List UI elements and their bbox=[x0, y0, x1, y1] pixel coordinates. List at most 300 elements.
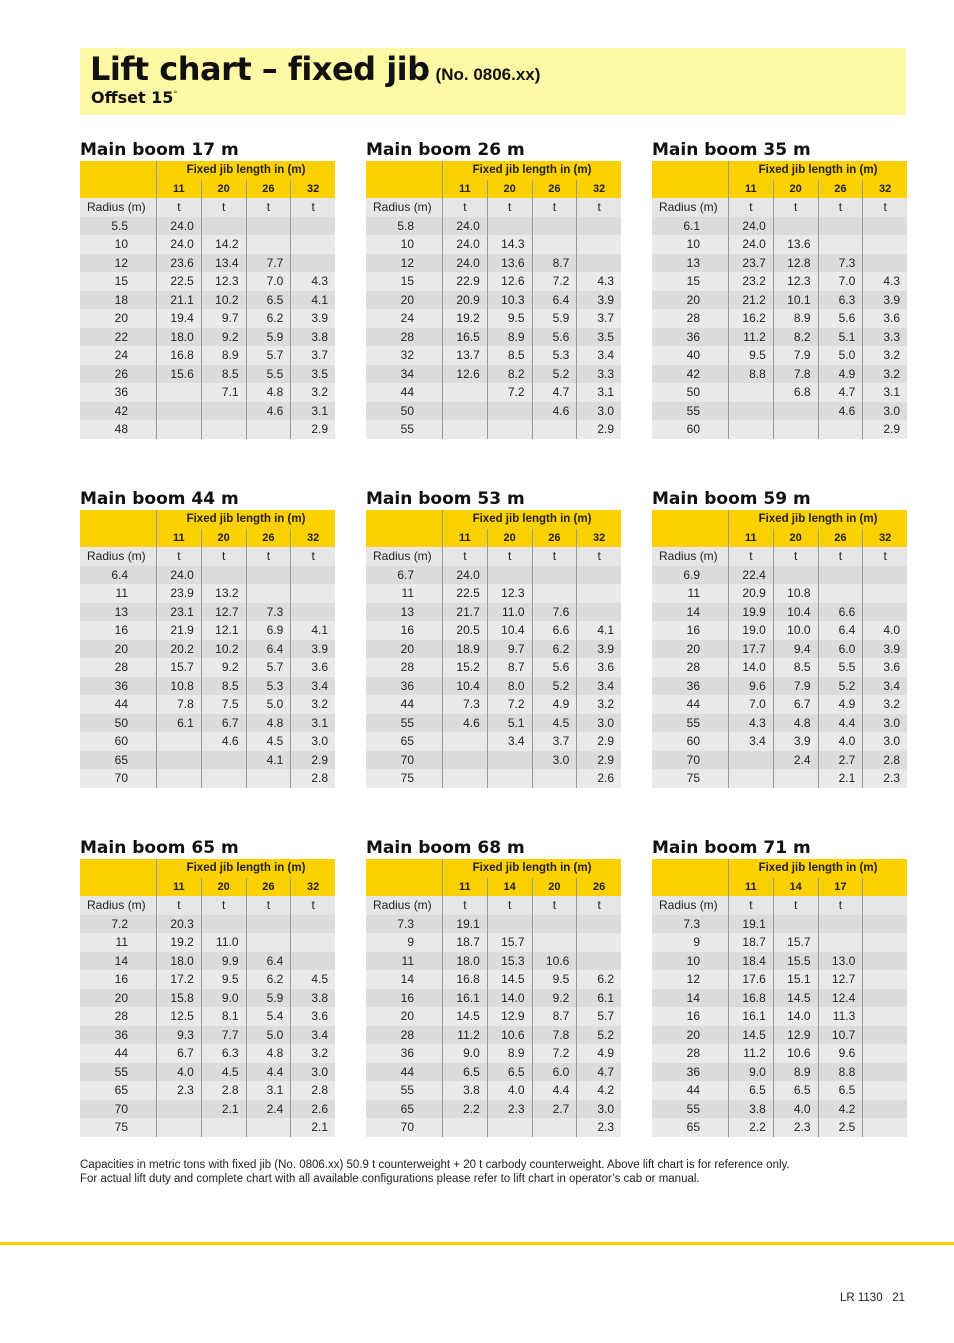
capacity-cell bbox=[442, 751, 487, 770]
capacity-cell: 8.5 bbox=[487, 346, 532, 365]
capacity-cell: 5.1 bbox=[487, 714, 532, 733]
capacity-cell: 6.5 bbox=[487, 1063, 532, 1082]
capacity-cell: 3.0 bbox=[862, 714, 907, 733]
radius-cell: 28 bbox=[114, 1009, 128, 1023]
capacity-cell: 8.8 bbox=[728, 365, 773, 384]
header-blank bbox=[366, 529, 442, 548]
jib-length: 20 bbox=[201, 878, 246, 897]
capacity-cell: 3.1 bbox=[862, 383, 907, 402]
capacity-cell: 12.6 bbox=[487, 272, 532, 291]
capacity-cell: 10.6 bbox=[773, 1044, 818, 1063]
capacity-cell bbox=[290, 566, 335, 585]
capacity-cell: 3.2 bbox=[862, 365, 907, 384]
capacity-cell bbox=[728, 751, 773, 770]
lift-table bbox=[652, 138, 907, 439]
capacity-cell: 3.1 bbox=[290, 714, 335, 733]
table-row bbox=[80, 714, 335, 733]
jib-length: 11 bbox=[442, 529, 487, 548]
radius-cell: 60 bbox=[114, 734, 128, 748]
header-blank bbox=[80, 878, 156, 897]
capacity-cell: 20.9 bbox=[442, 291, 487, 310]
radius-cell: 20 bbox=[114, 641, 128, 656]
table-title: Main boom 59 m bbox=[652, 489, 811, 509]
capacity-cell bbox=[862, 989, 907, 1008]
capacity-cell: 5.5 bbox=[818, 658, 863, 677]
page-footer bbox=[840, 1292, 905, 1304]
jib-length: 26 bbox=[532, 529, 577, 548]
unit-label: t bbox=[818, 896, 863, 915]
capacity-cell bbox=[487, 769, 532, 788]
jib-length: 32 bbox=[862, 180, 907, 199]
capacity-cell bbox=[862, 970, 907, 989]
radius-cell: 28 bbox=[114, 660, 128, 674]
radius-cell: 28 bbox=[686, 311, 700, 325]
table-row bbox=[80, 603, 335, 622]
capacity-cell: 2.5 bbox=[818, 1118, 863, 1137]
table-row bbox=[366, 346, 621, 365]
header-blank bbox=[652, 161, 728, 180]
capacity-cell: 4.5 bbox=[290, 970, 335, 989]
radius-cell: 65 bbox=[400, 1101, 414, 1116]
capacity-cell: 15.7 bbox=[773, 933, 818, 952]
table-row bbox=[366, 420, 621, 439]
capacity-cell bbox=[818, 217, 863, 236]
capacity-cell: 9.6 bbox=[818, 1044, 863, 1063]
capacity-cell: 2.7 bbox=[532, 1100, 577, 1119]
capacity-cell bbox=[728, 769, 773, 788]
jib-length: 11 bbox=[156, 180, 201, 199]
capacity-cell: 18.7 bbox=[442, 933, 487, 952]
table-row bbox=[366, 621, 621, 640]
capacity-cell: 2.9 bbox=[576, 732, 621, 751]
radius-cell: 6.7 bbox=[397, 567, 414, 582]
table-grid bbox=[652, 161, 907, 439]
capacity-cell: 12.7 bbox=[818, 970, 863, 989]
radius-cell: 28 bbox=[400, 1027, 414, 1042]
capacity-cell: 4.8 bbox=[246, 714, 291, 733]
capacity-cell: 15.7 bbox=[487, 933, 532, 952]
unit-label: t bbox=[728, 198, 773, 217]
capacity-cell: 3.7 bbox=[290, 346, 335, 365]
capacity-cell: 14.0 bbox=[773, 1007, 818, 1026]
table-row bbox=[652, 1026, 907, 1045]
jib-header: Fixed jib length in (m) bbox=[442, 510, 621, 529]
capacity-cell: 7.2 bbox=[532, 272, 577, 291]
radius-cell: 13 bbox=[686, 255, 700, 270]
capacity-cell: 4.3 bbox=[576, 272, 621, 291]
capacity-cell: 3.2 bbox=[290, 695, 335, 714]
table-row bbox=[366, 383, 621, 402]
capacity-cell: 6.5 bbox=[728, 1081, 773, 1100]
capacity-cell bbox=[862, 235, 907, 254]
capacity-cell: 20.2 bbox=[156, 640, 201, 659]
capacity-cell bbox=[290, 584, 335, 603]
capacity-cell: 4.6 bbox=[201, 732, 246, 751]
capacity-cell: 19.9 bbox=[728, 603, 773, 622]
capacity-cell: 2.8 bbox=[201, 1081, 246, 1100]
header-blank bbox=[366, 161, 442, 180]
capacity-cell bbox=[156, 751, 201, 770]
capacity-cell bbox=[862, 933, 907, 952]
capacity-cell: 6.4 bbox=[246, 640, 291, 659]
radius-cell: 50 bbox=[686, 385, 700, 399]
capacity-cell bbox=[246, 235, 291, 254]
table-grid bbox=[80, 859, 335, 1137]
capacity-cell: 10.7 bbox=[818, 1026, 863, 1045]
capacity-cell bbox=[156, 1118, 201, 1137]
footnote-line-2: For actual lift duty and complete chart with all available configurations please refer to lift chart in operator’s cab or manual. bbox=[80, 1173, 700, 1185]
capacity-cell: 12.3 bbox=[487, 584, 532, 603]
capacity-cell: 7.1 bbox=[201, 383, 246, 402]
capacity-cell bbox=[862, 1007, 907, 1026]
table-row bbox=[652, 952, 907, 971]
table-row bbox=[366, 1026, 621, 1045]
radius-cell: 55 bbox=[400, 715, 414, 730]
capacity-cell: 4.6 bbox=[246, 402, 291, 421]
jib-header-row bbox=[652, 859, 907, 878]
radius-cell: 16 bbox=[686, 1009, 700, 1023]
capacity-cell: 10.3 bbox=[487, 291, 532, 310]
capacity-cell bbox=[442, 769, 487, 788]
capacity-cell: 6.1 bbox=[156, 714, 201, 733]
capacity-cell: 4.1 bbox=[290, 621, 335, 640]
capacity-cell: 21.7 bbox=[442, 603, 487, 622]
radius-cell: 55 bbox=[686, 1101, 700, 1116]
capacity-cell bbox=[773, 915, 818, 934]
capacity-cell: 2.8 bbox=[290, 1081, 335, 1100]
capacity-cell: 8.5 bbox=[773, 658, 818, 677]
capacity-cell: 2.9 bbox=[862, 420, 907, 439]
capacity-cell: 2.1 bbox=[201, 1100, 246, 1119]
radius-cell: 5.5 bbox=[111, 218, 128, 233]
header-blank bbox=[366, 510, 442, 529]
capacity-cell bbox=[156, 402, 201, 421]
radius-cell: 42 bbox=[686, 366, 700, 381]
table-row bbox=[652, 365, 907, 384]
capacity-cell: 2.9 bbox=[290, 420, 335, 439]
table-grid bbox=[80, 161, 335, 439]
table-row bbox=[652, 1044, 907, 1063]
table-row bbox=[80, 420, 335, 439]
capacity-cell: 7.0 bbox=[246, 272, 291, 291]
capacity-cell: 13.6 bbox=[487, 254, 532, 273]
capacity-cell: 15.7 bbox=[156, 658, 201, 677]
radius-label: Radius (m) bbox=[373, 549, 432, 563]
table-row bbox=[366, 1063, 621, 1082]
table-row bbox=[366, 915, 621, 934]
capacity-cell: 11.2 bbox=[728, 328, 773, 347]
capacity-cell: 4.6 bbox=[818, 402, 863, 421]
capacity-cell bbox=[862, 1081, 907, 1100]
capacity-cell: 21.9 bbox=[156, 621, 201, 640]
capacity-cell bbox=[862, 1100, 907, 1119]
radius-cell: 10 bbox=[114, 237, 128, 251]
capacity-cell: 9.9 bbox=[201, 952, 246, 971]
capacity-cell bbox=[246, 769, 291, 788]
capacity-cell: 7.3 bbox=[442, 695, 487, 714]
capacity-cell: 14.0 bbox=[487, 989, 532, 1008]
table-row bbox=[80, 695, 335, 714]
radius-label: Radius (m) bbox=[659, 898, 718, 912]
capacity-cell: 22.4 bbox=[728, 566, 773, 585]
table-grid bbox=[652, 510, 907, 788]
table-row bbox=[80, 658, 335, 677]
header-blank bbox=[80, 510, 156, 529]
capacity-cell bbox=[576, 254, 621, 273]
capacity-cell bbox=[576, 235, 621, 254]
radius-cell: 70 bbox=[400, 752, 414, 767]
capacity-cell: 7.0 bbox=[818, 272, 863, 291]
capacity-cell bbox=[532, 566, 577, 585]
jib-length: 20 bbox=[201, 529, 246, 548]
capacity-cell: 3.9 bbox=[290, 640, 335, 659]
jib-length: 14 bbox=[773, 878, 818, 897]
capacity-cell bbox=[290, 254, 335, 273]
capacity-cell: 6.5 bbox=[773, 1081, 818, 1100]
capacity-cell bbox=[442, 420, 487, 439]
capacity-cell: 21.1 bbox=[156, 291, 201, 310]
table-row bbox=[652, 254, 907, 273]
capacity-cell: 2.7 bbox=[818, 751, 863, 770]
unit-label: t bbox=[201, 547, 246, 566]
capacity-cell: 19.2 bbox=[442, 309, 487, 328]
table-row bbox=[80, 1007, 335, 1026]
table-row bbox=[366, 695, 621, 714]
capacity-cell bbox=[773, 769, 818, 788]
radius-cell: 36 bbox=[114, 1027, 128, 1042]
table-row bbox=[80, 1063, 335, 1082]
capacity-cell: 16.2 bbox=[728, 309, 773, 328]
capacity-cell bbox=[201, 769, 246, 788]
capacity-cell: 6.3 bbox=[201, 1044, 246, 1063]
capacity-cell: 7.8 bbox=[773, 365, 818, 384]
capacity-cell bbox=[532, 217, 577, 236]
capacity-cell: 10.0 bbox=[773, 621, 818, 640]
table-row bbox=[366, 989, 621, 1008]
jib-length: 20 bbox=[201, 180, 246, 199]
jib-length: 26 bbox=[246, 529, 291, 548]
capacity-cell: 21.2 bbox=[728, 291, 773, 310]
table-row bbox=[366, 584, 621, 603]
table-row bbox=[652, 328, 907, 347]
capacity-cell: 6.9 bbox=[246, 621, 291, 640]
capacity-cell: 18.0 bbox=[156, 328, 201, 347]
jib-length-row bbox=[80, 180, 335, 199]
capacity-cell bbox=[862, 254, 907, 273]
radius-cell: 14 bbox=[400, 972, 414, 986]
capacity-cell: 7.2 bbox=[487, 695, 532, 714]
jib-header: Fixed jib length in (m) bbox=[156, 161, 335, 180]
lift-table bbox=[366, 836, 621, 1137]
unit-label: t bbox=[576, 896, 621, 915]
radius-cell: 16 bbox=[114, 623, 128, 637]
capacity-cell: 2.4 bbox=[773, 751, 818, 770]
capacity-cell: 24.0 bbox=[156, 217, 201, 236]
jib-header: Fixed jib length in (m) bbox=[728, 859, 907, 878]
capacity-cell: 4.2 bbox=[576, 1081, 621, 1100]
capacity-cell: 9.4 bbox=[773, 640, 818, 659]
capacity-cell: 3.4 bbox=[862, 677, 907, 696]
capacity-cell bbox=[818, 235, 863, 254]
capacity-cell: 5.1 bbox=[818, 328, 863, 347]
radius-cell: 75 bbox=[114, 1120, 128, 1134]
jib-length: 11 bbox=[442, 180, 487, 199]
capacity-cell: 12.9 bbox=[487, 1007, 532, 1026]
capacity-cell: 2.2 bbox=[728, 1118, 773, 1137]
unit-row bbox=[652, 896, 907, 915]
unit-label: t bbox=[442, 896, 487, 915]
table-title: Main boom 26 m bbox=[366, 140, 525, 160]
capacity-cell bbox=[246, 933, 291, 952]
radius-cell: 48 bbox=[114, 422, 128, 436]
radius-cell: 50 bbox=[400, 403, 414, 418]
capacity-cell bbox=[862, 584, 907, 603]
capacity-cell: 24.0 bbox=[728, 217, 773, 236]
capacity-cell: 4.4 bbox=[818, 714, 863, 733]
table-grid bbox=[366, 161, 621, 439]
radius-cell: 6.1 bbox=[683, 218, 700, 233]
unit-label: t bbox=[246, 896, 291, 915]
capacity-cell bbox=[487, 751, 532, 770]
capacity-cell: 12.4 bbox=[818, 989, 863, 1008]
radius-cell: 11 bbox=[115, 586, 128, 600]
unit-row bbox=[652, 547, 907, 566]
capacity-cell bbox=[201, 566, 246, 585]
jib-header: Fixed jib length in (m) bbox=[442, 161, 621, 180]
jib-header: Fixed jib length in (m) bbox=[442, 859, 621, 878]
radius-cell: 26 bbox=[114, 366, 128, 381]
capacity-cell: 11.0 bbox=[487, 603, 532, 622]
capacity-cell bbox=[487, 915, 532, 934]
radius-cell: 18 bbox=[114, 292, 128, 307]
lift-table bbox=[652, 487, 907, 788]
jib-header-row bbox=[80, 510, 335, 529]
capacity-cell: 6.6 bbox=[532, 621, 577, 640]
radius-cell: 60 bbox=[686, 734, 700, 748]
capacity-cell bbox=[862, 1118, 907, 1137]
capacity-cell: 22.9 bbox=[442, 272, 487, 291]
capacity-cell: 5.6 bbox=[532, 328, 577, 347]
radius-label: Radius (m) bbox=[87, 549, 146, 563]
capacity-cell: 8.9 bbox=[487, 1044, 532, 1063]
capacity-cell: 8.7 bbox=[532, 1007, 577, 1026]
capacity-cell: 19.2 bbox=[156, 933, 201, 952]
capacity-cell: 5.0 bbox=[246, 695, 291, 714]
capacity-cell: 9.7 bbox=[487, 640, 532, 659]
capacity-cell: 5.2 bbox=[576, 1026, 621, 1045]
capacity-cell: 3.2 bbox=[290, 1044, 335, 1063]
capacity-cell: 20.5 bbox=[442, 621, 487, 640]
capacity-cell: 4.1 bbox=[246, 751, 291, 770]
unit-label: t bbox=[862, 198, 907, 217]
radius-cell: 16 bbox=[686, 623, 700, 637]
capacity-cell: 3.9 bbox=[290, 309, 335, 328]
table-row bbox=[80, 621, 335, 640]
capacity-cell bbox=[442, 1118, 487, 1137]
jib-length-row bbox=[652, 878, 907, 897]
capacity-cell: 6.2 bbox=[246, 309, 291, 328]
capacity-cell: 3.9 bbox=[862, 640, 907, 659]
capacity-cell: 4.1 bbox=[290, 291, 335, 310]
capacity-cell: 18.4 bbox=[728, 952, 773, 971]
capacity-cell: 6.4 bbox=[246, 952, 291, 971]
capacity-cell bbox=[576, 584, 621, 603]
capacity-cell: 5.6 bbox=[818, 309, 863, 328]
capacity-cell bbox=[201, 420, 246, 439]
capacity-cell: 2.1 bbox=[290, 1118, 335, 1137]
radius-cell: 20 bbox=[400, 641, 414, 656]
capacity-cell: 12.1 bbox=[201, 621, 246, 640]
capacity-cell: 4.4 bbox=[246, 1063, 291, 1082]
table-grid bbox=[652, 859, 907, 1137]
capacity-cell: 5.7 bbox=[576, 1007, 621, 1026]
capacity-cell: 9.5 bbox=[487, 309, 532, 328]
lift-table bbox=[652, 836, 907, 1137]
capacity-cell: 10.4 bbox=[442, 677, 487, 696]
capacity-cell: 4.9 bbox=[532, 695, 577, 714]
radius-cell: 70 bbox=[686, 752, 700, 767]
jib-length-row bbox=[652, 180, 907, 199]
capacity-cell: 8.2 bbox=[773, 328, 818, 347]
table-row bbox=[652, 420, 907, 439]
capacity-cell: 24.0 bbox=[442, 566, 487, 585]
capacity-cell: 24.0 bbox=[156, 235, 201, 254]
capacity-cell: 24.0 bbox=[442, 235, 487, 254]
jib-length: 20 bbox=[773, 180, 818, 199]
capacity-cell bbox=[532, 769, 577, 788]
capacity-cell: 3.4 bbox=[487, 732, 532, 751]
table-grid bbox=[366, 510, 621, 788]
table-row bbox=[80, 915, 335, 934]
table-row bbox=[80, 217, 335, 236]
degree-sign: ° bbox=[173, 89, 178, 99]
header-blank bbox=[80, 859, 156, 878]
table-row bbox=[652, 640, 907, 659]
radius-cell: 20 bbox=[400, 292, 414, 307]
header-blank bbox=[652, 878, 728, 897]
capacity-cell: 3.2 bbox=[290, 383, 335, 402]
table-row bbox=[80, 970, 335, 989]
capacity-cell: 14.5 bbox=[442, 1007, 487, 1026]
radius-cell: 11 bbox=[401, 586, 414, 600]
capacity-cell bbox=[862, 217, 907, 236]
capacity-cell: 23.6 bbox=[156, 254, 201, 273]
unit-label: t bbox=[201, 896, 246, 915]
table-row bbox=[80, 291, 335, 310]
capacity-cell: 3.8 bbox=[728, 1100, 773, 1119]
radius-cell: 7.2 bbox=[111, 916, 128, 931]
unit-label: t bbox=[532, 198, 577, 217]
capacity-cell: 3.0 bbox=[862, 402, 907, 421]
jib-header: Fixed jib length in (m) bbox=[728, 510, 907, 529]
unit-label: t bbox=[728, 896, 773, 915]
capacity-cell: 9.2 bbox=[201, 658, 246, 677]
capacity-cell: 7.3 bbox=[246, 603, 291, 622]
radius-cell: 44 bbox=[114, 1046, 128, 1060]
capacity-cell bbox=[290, 933, 335, 952]
capacity-cell: 3.0 bbox=[290, 1063, 335, 1082]
capacity-cell: 16.8 bbox=[156, 346, 201, 365]
capacity-cell: 3.2 bbox=[576, 695, 621, 714]
unit-label: t bbox=[442, 198, 487, 217]
capacity-cell: 6.2 bbox=[246, 970, 291, 989]
table-row bbox=[80, 346, 335, 365]
capacity-cell: 14.5 bbox=[487, 970, 532, 989]
table-row bbox=[80, 989, 335, 1008]
capacity-cell: 3.7 bbox=[576, 309, 621, 328]
capacity-cell bbox=[487, 217, 532, 236]
radius-cell: 32 bbox=[400, 348, 414, 362]
